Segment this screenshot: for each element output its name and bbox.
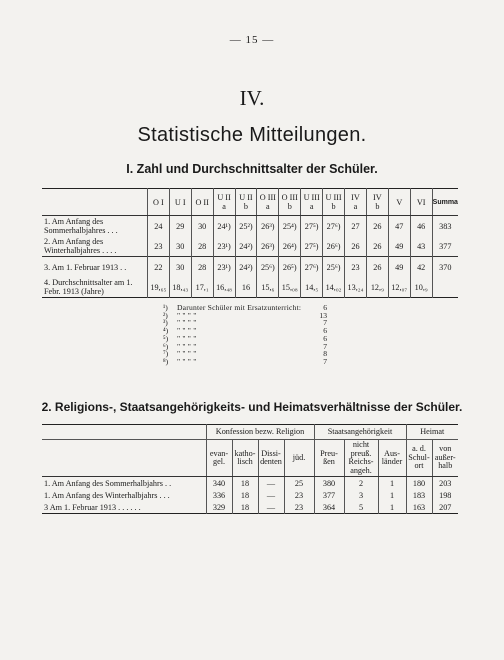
table-header-row [42,189,458,216]
sub-header: Preu-ßen [314,440,344,477]
sub-header: nicht preuß. Reichs-angeh. [344,440,378,477]
table-cell: 23 [284,489,314,501]
footnote-mark: ²) [163,310,168,320]
table-row [42,236,458,257]
table-cell: 380 [314,477,344,490]
table-cell: 27⁶) [301,257,323,278]
header-blank [42,440,206,477]
row-label: 1. Am Anfang des Sommerhalbjahrs . . [44,478,172,488]
footnote-text: " " " " [177,341,197,351]
footnote-value: 13 [319,310,327,320]
header-konfession: Konfession bezw. Religion [206,425,314,440]
header-class: O II [191,189,213,216]
row-label: 1. Am Anfang des Winterhalbjahrs . . . [44,490,170,500]
table-cell: 364 [314,501,344,514]
table-cell: 203 [432,477,458,490]
table-group-header-row [42,425,458,440]
footnote-value: 6 [323,333,327,343]
table-cell: 43 [410,236,432,257]
table-cell: 49 [388,257,410,278]
header-class: VI [410,189,432,216]
footnote-value: 7 [323,318,327,328]
sub-header: Aus-länder [378,440,406,477]
header-class: U II a [213,189,235,216]
header-staatsangehoerigkeit: Staatsangehörigkeit [314,425,406,440]
table-cell: 23 [345,257,367,278]
table-row [42,257,458,278]
table-cell: 1 [378,501,406,514]
table-cell: — [258,489,284,501]
religion-nationality-table [42,424,458,514]
table-cell: 26⁴) [279,236,301,257]
table-cell: 14,₀₂ [323,277,345,298]
table-cell: 26 [345,236,367,257]
table-cell: 23¹) [213,257,235,278]
footnote-value: 7 [323,341,327,351]
table-cell: 5 [344,501,378,514]
footnote-text: " " " " [177,333,197,343]
table-cell: 18 [232,501,258,514]
table-cell: — [258,477,284,490]
footnote-text: " " " " [177,310,197,320]
header-class: U III a [301,189,323,216]
header-class: IV a [345,189,367,216]
footnote-mark: ⁶) [163,341,169,351]
table-cell: 26³) [257,216,279,237]
footnote-value: 8 [323,349,327,359]
section-2-title: 2. Religions-, Staatsangehörigkeits- und Heimatsverhältnisse der Schüler. [41,400,463,414]
table-cell: 163 [406,501,432,514]
table-cell: 24²) [235,236,257,257]
table-cell: 26 [366,236,388,257]
table-cell: 12,₉ [366,277,388,298]
section-1-title: I. Zahl und Durchschnittsalter der Schüler. [126,162,378,176]
header-class: IV b [366,189,388,216]
table-cell: 370 [432,257,458,278]
header-class: O I [147,189,169,216]
table-cell: 26⁶) [323,236,345,257]
table-cell: 17,₁ [191,277,213,298]
footnote-text: " " " " [177,349,197,359]
sub-header: von außer-halb [432,440,458,477]
sub-header: a. d. Schul-ort [406,440,432,477]
header-class: U II b [235,189,257,216]
footnote-mark: ⁴) [163,326,169,336]
table-cell: 336 [206,489,232,501]
row-label: 1. Am Anfang des Sommerhalbjahres . . . [44,217,118,235]
footnote-mark: ⁸) [163,356,169,366]
sub-header: Dissi-denten [258,440,284,477]
table-cell: 18,₄₃ [169,277,191,298]
footnote-mark: ⁵) [163,333,169,343]
table-cell: 25⁶) [257,257,279,278]
table-sub-header-row [42,440,458,477]
footnote-mark: ¹) [163,303,168,312]
pupil-count-table [42,188,458,298]
table-cell: 24²) [235,257,257,278]
page-title: Statistische Mitteilungen. [137,124,367,146]
table-cell: 18 [232,489,258,501]
table-cell: 30 [169,236,191,257]
table-cell: 27 [345,216,367,237]
sub-header: katho-lisch [232,440,258,477]
table-cell: 340 [206,477,232,490]
footnote-text: Darunter Schüler mit Ersatzunterricht: [177,303,302,312]
table-cell: 383 [432,216,458,237]
table-cell: 377 [432,236,458,257]
table-cell: 15,₆ [257,277,279,298]
table-cell: 183 [406,489,432,501]
table-cell: 16,₄₈ [213,277,235,298]
table-row [42,501,458,514]
table-cell: 29 [169,216,191,237]
table-cell: 24¹) [213,216,235,237]
header-blank [42,189,147,216]
page-number: — 15 — [229,34,275,46]
table-cell: 2 [344,477,378,490]
footnote-value: 6 [323,303,327,312]
table-cell: 16 [235,277,257,298]
header-class: O III a [257,189,279,216]
footnote-mark: ³) [163,318,168,328]
table-cell: 47 [388,216,410,237]
table-row [42,489,458,501]
table-cell: 198 [432,489,458,501]
table-cell: 26 [366,257,388,278]
header-class: V [388,189,410,216]
footnote [163,358,327,366]
table-row [42,277,458,298]
table-cell: 25 [284,477,314,490]
header-heimat: Heimat [406,425,458,440]
footnote-text: " " " " [177,326,197,336]
table-cell: 23 [284,501,314,514]
row-label: 4. Durchschnittsalter am 1. Febr. 1913 (Jahre) [44,278,133,296]
footnote-value: 6 [323,326,327,336]
table-cell: 1 [378,477,406,490]
table-cell [432,277,458,298]
row-label: 3 Am 1. Februar 1913 . . . . . . [44,502,141,512]
table-cell: 22 [147,257,169,278]
chapter-number: IV. [239,86,265,110]
table-cell: 27⁵) [301,216,323,237]
table-cell: 27⁵) [301,236,323,257]
table-cell: 329 [206,501,232,514]
table-cell: 13,₂₄ [345,277,367,298]
table-cell: 14,₅ [301,277,323,298]
table-cell: 49 [388,236,410,257]
table-cell: 12,₀₇ [388,277,410,298]
table-cell: 30 [191,216,213,237]
table-cell: 28 [191,236,213,257]
table-cell: 207 [432,501,458,514]
table-row [42,477,458,490]
table-cell: 24 [147,216,169,237]
footnote-mark: ⁷) [163,349,169,359]
header-class: O III b [279,189,301,216]
table-row [42,216,458,237]
header-class: U I [169,189,191,216]
table-cell: 26³) [257,236,279,257]
table-cell: 1 [378,489,406,501]
table-cell: 23¹) [213,236,235,257]
table-cell: 42 [410,257,432,278]
table-cell: 46 [410,216,432,237]
table-cell: 25⁴) [279,216,301,237]
table-cell: 25²) [235,216,257,237]
table-cell: 30 [169,257,191,278]
table-cell: 27⁶) [323,216,345,237]
table-cell: 3 [344,489,378,501]
table-cell: 25⁶) [323,257,345,278]
sub-header: evan-gel. [206,440,232,477]
table-cell: 23 [147,236,169,257]
footnotes [163,304,327,366]
table-cell: 377 [314,489,344,501]
row-label: 3. Am 1. Februar 1913 . . [42,257,147,278]
sub-header: jüd. [284,440,314,477]
footnote-value: 7 [323,356,327,366]
header-summa: Summa [432,189,458,216]
table-cell: 28 [191,257,213,278]
header-blank [42,425,206,440]
table-cell: 15,₀₈ [279,277,301,298]
table-cell: 180 [406,477,432,490]
table-cell: — [258,501,284,514]
table-cell: 26⁵) [279,257,301,278]
table-cell: 19,₆₅ [147,277,169,298]
footnote-text: " " " " [177,318,197,328]
row-label: 2. Am Anfang des Winterhalbjahres . . . . [44,237,117,255]
footnote-text: " " " " [177,356,197,366]
header-class: U III b [323,189,345,216]
table-cell: 18 [232,477,258,490]
table-cell: 26 [366,216,388,237]
table-cell: 10,₉ [410,277,432,298]
